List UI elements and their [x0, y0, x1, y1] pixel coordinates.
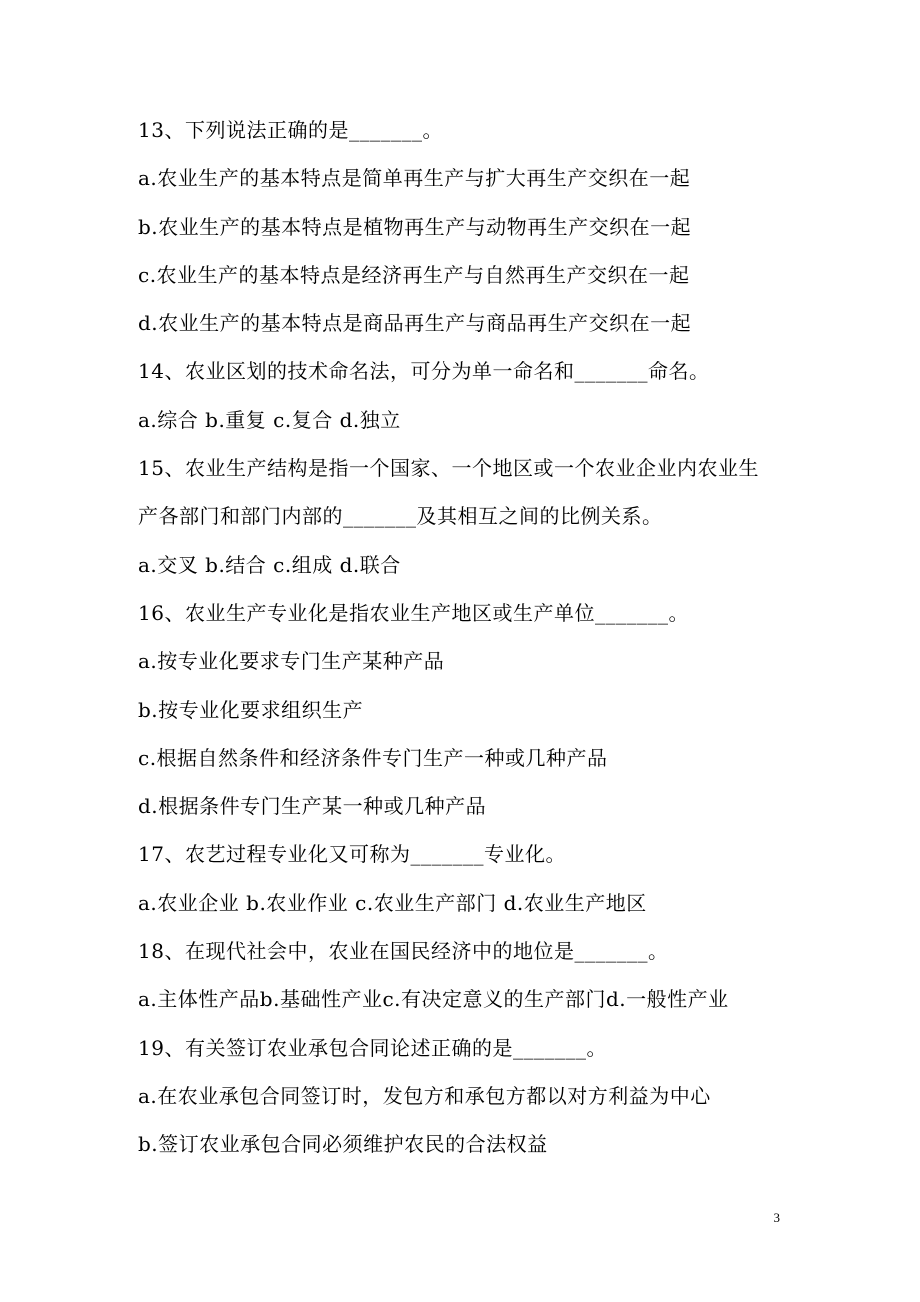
question-13-option-c: c.农业生产的基本特点是经济再生产与自然再生产交织在一起	[138, 262, 690, 287]
question-13-option-d: d.农业生产的基本特点是商品再生产与商品再生产交织在一起	[138, 311, 692, 336]
question-17-stem: 17、农艺过程专业化又可称为_______专业化。	[138, 842, 566, 867]
question-16-option-b: b.按专业化要求组织生产	[138, 697, 364, 722]
question-15-stem-line-2: 产各部门和部门内部的_______及其相互之间的比例关系。	[138, 504, 663, 529]
question-16-option-d: d.根据条件专门生产某一种或几种产品	[138, 794, 487, 819]
question-13-option-b: b.农业生产的基本特点是植物再生产与动物再生产交织在一起	[138, 214, 692, 239]
question-19-option-b: b.签订农业承包合同必须维护农民的合法权益	[138, 1132, 548, 1157]
question-17-options: a.农业企业 b.农业作业 c.农业生产部门 d.农业生产地区	[138, 890, 647, 915]
question-15-options: a.交叉 b.结合 c.组成 d.联合	[138, 552, 401, 577]
question-19-option-a: a.在农业承包合同签订时，发包方和承包方都以对方利益为中心	[138, 1083, 711, 1108]
question-text-block	[138, 108, 818, 1171]
question-13-stem: 13、下列说法正确的是_______。	[138, 118, 443, 142]
page-number: 3	[773, 1210, 780, 1225]
question-14-options: a.综合 b.重复 c.复合 d.独立	[138, 407, 401, 432]
question-19-stem: 19、有关签订农业承包合同论述正确的是_______。	[138, 1035, 607, 1060]
question-16-option-c: c.根据自然条件和经济条件专门生产一种或几种产品	[138, 745, 608, 770]
question-15-stem-line-1: 15、农业生产结构是指一个国家、一个地区或一个农业企业内农业生	[138, 456, 759, 481]
question-16-stem: 16、农业生产专业化是指农业生产地区或生产单位_______。	[138, 600, 689, 625]
question-13-option-a: a.农业生产的基本特点是简单再生产与扩大再生产交织在一起	[138, 166, 691, 191]
question-14-stem: 14、农业区划的技术命名法，可分为单一命名和_______命名。	[138, 359, 710, 384]
question-18-options: a.主体性产品b.基础性产业c.有决定意义的生产部门d.一般性产业	[138, 987, 729, 1012]
question-18-stem: 18、在现代社会中，农业在国民经济中的地位是_______。	[138, 939, 669, 964]
question-16-option-a: a.按专业化要求专门生产某种产品	[138, 649, 445, 674]
